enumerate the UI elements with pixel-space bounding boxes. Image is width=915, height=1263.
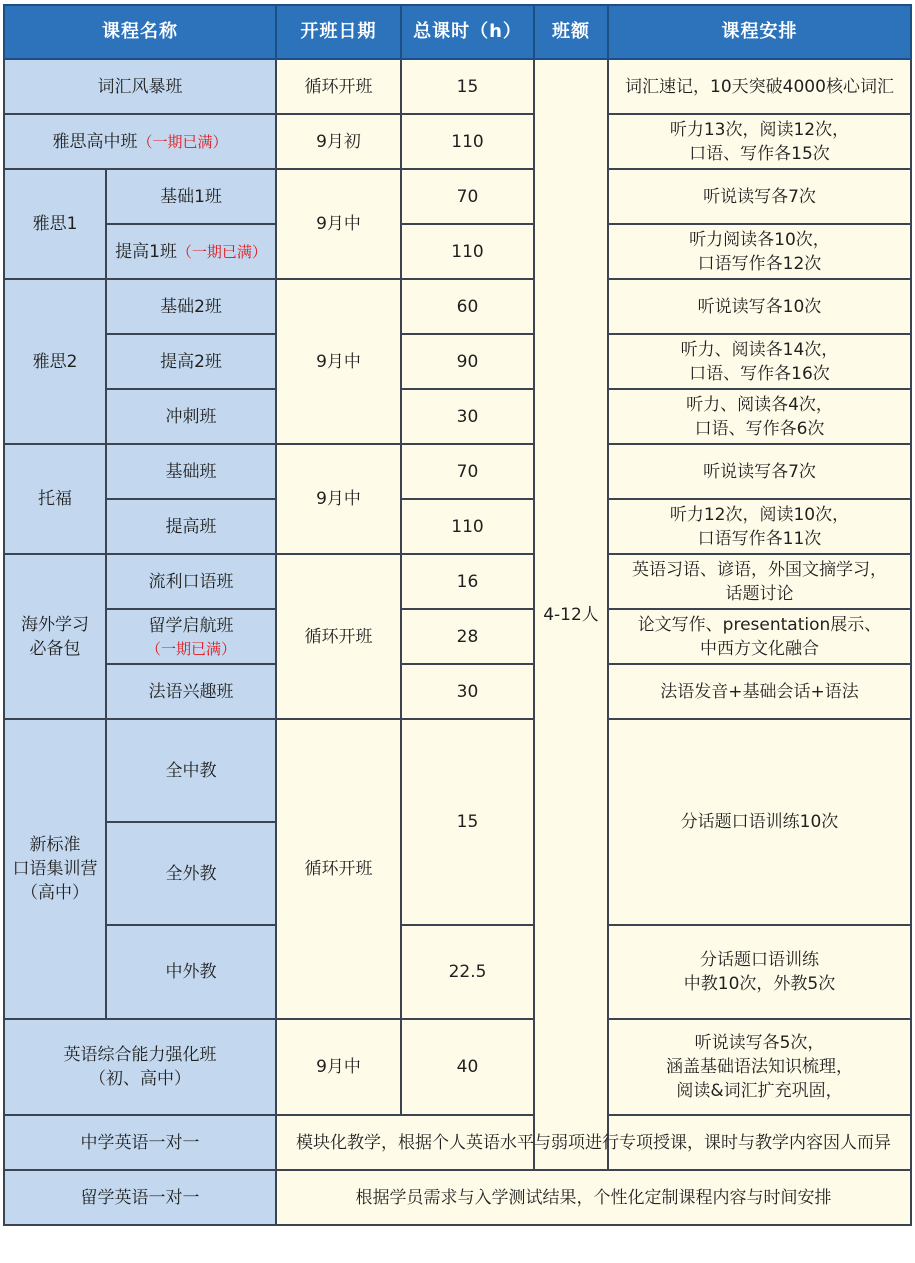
course-name: 基础班 [106, 444, 276, 499]
course-group: 海外学习 必备包 [4, 554, 106, 719]
table-row [4, 1115, 911, 1170]
table-row [4, 224, 911, 279]
table-row [4, 114, 911, 169]
course-name: 基础1班 [106, 169, 276, 224]
course-name: 基础2班 [106, 279, 276, 334]
header-class-size: 班额 [534, 5, 608, 59]
course-name: 留学启航班 （一期已满） [106, 609, 276, 664]
arrangement: 词汇速记，10天突破4000核心词汇 [608, 59, 911, 114]
table-row [4, 609, 911, 664]
header-total-hours: 总课时（h） [401, 5, 534, 59]
total-hours: 15 [401, 719, 534, 925]
course-name: 法语兴趣班 [106, 664, 276, 719]
table-row [4, 664, 911, 719]
table-row [4, 389, 911, 444]
course-name: 全外教 [106, 822, 276, 925]
arrangement: 论文写作、presentation展示、 中西方文化融合 [608, 609, 911, 664]
arrangement: 听力12次，阅读10次， 口语写作各11次 [608, 499, 911, 554]
total-hours: 40 [401, 1019, 534, 1115]
total-hours: 22.5 [401, 925, 534, 1019]
arrangement: 听说读写各7次 [608, 444, 911, 499]
total-hours: 28 [401, 609, 534, 664]
start-date: 9月初 [276, 114, 401, 169]
total-hours: 16 [401, 554, 534, 609]
course-name: 词汇风暴班 [4, 59, 276, 114]
course-name: 流利口语班 [106, 554, 276, 609]
course-group: 雅思1 [4, 169, 106, 279]
total-hours: 110 [401, 499, 534, 554]
total-hours: 110 [401, 224, 534, 279]
table-row [4, 59, 911, 114]
total-hours: 30 [401, 389, 534, 444]
table-row [4, 499, 911, 554]
course-name: 冲刺班 [106, 389, 276, 444]
course-schedule-table [3, 4, 912, 1226]
table-row [4, 334, 911, 389]
start-date: 循环开班 [276, 719, 401, 1019]
header-row [4, 5, 911, 59]
arrangement: 听说读写各7次 [608, 169, 911, 224]
start-date: 9月中 [276, 169, 401, 279]
course-group: 雅思2 [4, 279, 106, 444]
total-hours: 90 [401, 334, 534, 389]
course-description: 根据学员需求与入学测试结果，个性化定制课程内容与时间安排 [276, 1170, 911, 1225]
start-date: 9月中 [276, 1019, 401, 1115]
total-hours: 70 [401, 444, 534, 499]
header-start-date: 开班日期 [276, 5, 401, 59]
table-row [4, 444, 911, 499]
arrangement: 听说读写各10次 [608, 279, 911, 334]
start-date: 9月中 [276, 279, 401, 444]
course-name: 中外教 [106, 925, 276, 1019]
course-name: 中学英语一对一 [4, 1115, 276, 1170]
total-hours: 30 [401, 664, 534, 719]
start-date: 循环开班 [276, 59, 401, 114]
course-name: 提高班 [106, 499, 276, 554]
arrangement: 英语习语、谚语，外国文摘学习， 话题讨论 [608, 554, 911, 609]
class-size: 4-12人 [534, 59, 608, 1170]
course-name: 提高1班（一期已满） [106, 224, 276, 279]
course-name: 留学英语一对一 [4, 1170, 276, 1225]
course-group: 新标准 口语集训营 （高中） [4, 719, 106, 1019]
table-row [4, 169, 911, 224]
total-hours: 110 [401, 114, 534, 169]
header-arrangement: 课程安排 [608, 5, 911, 59]
course-name: 提高2班 [106, 334, 276, 389]
course-description: 模块化教学，根据个人英语水平与弱项进行专项授课，课时与教学内容因人而异 [276, 1115, 911, 1170]
arrangement: 分话题口语训练10次 [608, 719, 911, 925]
full-tag: （一期已满） [145, 639, 236, 658]
arrangement: 法语发音+基础会话+语法 [608, 664, 911, 719]
table-row [4, 279, 911, 334]
course-name: 英语综合能力强化班 （初、高中） [4, 1019, 276, 1115]
total-hours: 70 [401, 169, 534, 224]
table-row [4, 1019, 911, 1115]
header-course-name: 课程名称 [4, 5, 276, 59]
full-tag: （一期已满） [137, 132, 228, 151]
arrangement: 听说读写各5次， 涵盖基础语法知识梳理， 阅读&词汇扩充巩固， [608, 1019, 911, 1115]
arrangement: 分话题口语训练 中教10次，外教5次 [608, 925, 911, 1019]
start-date: 循环开班 [276, 554, 401, 719]
table-row [4, 719, 911, 822]
arrangement: 听力阅读各10次， 口语写作各12次 [608, 224, 911, 279]
arrangement: 听力、阅读各14次， 口语、写作各16次 [608, 334, 911, 389]
arrangement: 听力13次，阅读12次， 口语、写作各15次 [608, 114, 911, 169]
course-name: 全中教 [106, 719, 276, 822]
course-name: 雅思高中班（一期已满） [4, 114, 276, 169]
start-date: 9月中 [276, 444, 401, 554]
total-hours: 15 [401, 59, 534, 114]
table-row [4, 1170, 911, 1225]
arrangement: 听力、阅读各4次， 口语、写作各6次 [608, 389, 911, 444]
table-row [4, 925, 911, 1019]
table-row [4, 554, 911, 609]
full-tag: （一期已满） [176, 242, 267, 261]
course-group: 托福 [4, 444, 106, 554]
total-hours: 60 [401, 279, 534, 334]
